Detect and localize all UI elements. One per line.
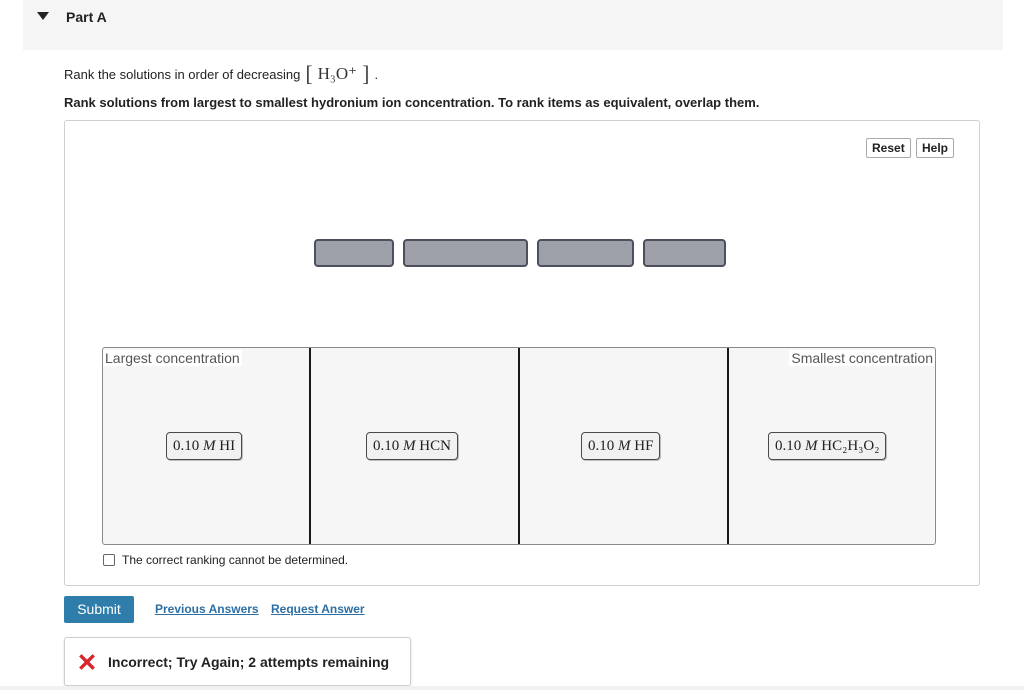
prompt-text: Rank the solutions in order of decreasing xyxy=(64,66,301,82)
question-prompt xyxy=(64,63,378,85)
feedback-message xyxy=(64,637,411,686)
bin-divider xyxy=(309,348,311,544)
empty-item-slot[interactable] xyxy=(403,239,528,267)
cannot-determine-checkbox[interactable] xyxy=(103,554,115,566)
cannot-determine-option[interactable] xyxy=(103,553,348,567)
item-concentration: 0.10 xyxy=(588,438,615,454)
request-answer-link[interactable]: Request Answer xyxy=(271,602,365,616)
empty-item-slot[interactable] xyxy=(314,239,394,267)
item-concentration: 0.10 xyxy=(173,438,200,454)
item-concentration: 0.10 xyxy=(775,438,802,454)
bin-divider xyxy=(727,348,729,544)
ranking-item-hi[interactable] xyxy=(166,432,242,460)
item-formula: HC₂H₃O₂ xyxy=(821,438,880,454)
part-header xyxy=(23,0,1003,50)
prompt-end: . xyxy=(374,66,379,82)
prompt-species: H₃O⁺ xyxy=(317,64,358,83)
collapse-triangle-icon[interactable] xyxy=(37,12,49,20)
ranking-item-hf[interactable] xyxy=(581,432,660,460)
ranking-instruction: Rank solutions from largest to smallest hydronium ion concentration. To rank items as equivalent, overlap them. xyxy=(64,95,760,110)
item-formula: HI xyxy=(219,438,236,454)
bin-divider xyxy=(518,348,520,544)
item-formula: HCN xyxy=(419,438,451,454)
incorrect-x-icon xyxy=(79,654,95,670)
ranking-item-hcn[interactable] xyxy=(366,432,458,460)
bottom-divider xyxy=(0,686,1024,690)
help-button[interactable]: Help xyxy=(916,138,954,158)
smallest-concentration-label: Smallest concentration xyxy=(791,350,933,366)
item-unit: M xyxy=(403,438,416,454)
ranking-item-hc2h3o2[interactable] xyxy=(768,432,886,460)
part-title: Part A xyxy=(66,9,107,25)
item-unit: M xyxy=(203,438,216,454)
right-bracket-icon: ] xyxy=(362,61,370,86)
item-unit: M xyxy=(805,438,818,454)
submit-button[interactable]: Submit xyxy=(64,596,134,623)
previous-answers-link[interactable]: Previous Answers xyxy=(155,602,259,616)
item-unit: M xyxy=(618,438,631,454)
feedback-text: Incorrect; Try Again; 2 attempts remaining xyxy=(108,653,390,670)
left-bracket-icon: [ xyxy=(305,61,313,86)
item-concentration: 0.10 xyxy=(373,438,400,454)
ranking-area[interactable] xyxy=(102,347,936,545)
largest-concentration-label: Largest concentration xyxy=(105,350,240,366)
reset-button[interactable]: Reset xyxy=(866,138,911,158)
item-formula: HF xyxy=(634,438,654,454)
cannot-determine-label: The correct ranking cannot be determined. xyxy=(122,553,349,567)
empty-item-slot[interactable] xyxy=(537,239,634,267)
empty-item-slot[interactable] xyxy=(643,239,726,267)
